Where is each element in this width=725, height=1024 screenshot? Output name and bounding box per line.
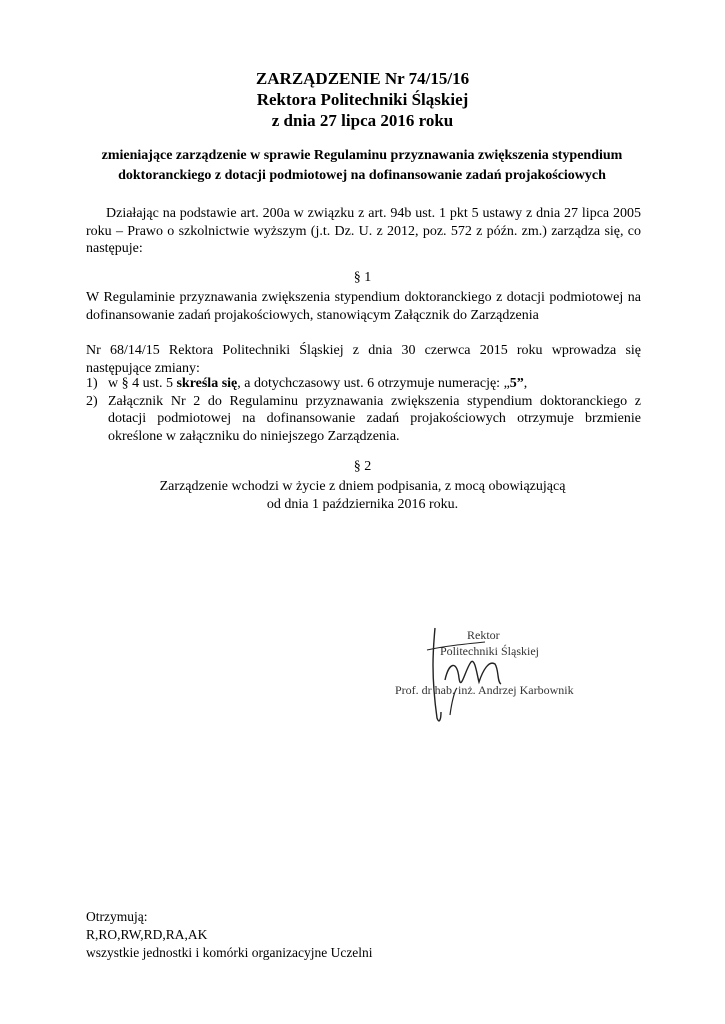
item-1-pre: w § 4 ust. 5	[108, 376, 177, 391]
subject-line-2: doktoranckiego z dotacji podmiotowej na dofinansowanie zadań projakościowych	[118, 168, 606, 183]
subject-line-1: zmieniające zarządzenie w sprawie Regulaminu przyznawania zwiększenia stypendium	[101, 148, 623, 163]
list-item-text	[108, 375, 641, 393]
list-item	[86, 375, 641, 393]
list-item-text: Załącznik Nr 2 do Regulaminu przyznawania zwiększenia stypendium doktoranckiego z dotacji podmiotowej na dofinansowanie zadań projakościowych otrzymuje brzmienie określone w załączniku do niniejszego Zarządzenia.	[108, 393, 641, 444]
section-2-line-1: Zarządzenie wchodzi w życie z dniem podpisania, z mocą obowiązującą	[159, 479, 566, 494]
section-1-body: W Regulaminie przyznawania zwiększenia stypendium doktoranckiego z dotacji podmiotowej na dofinansowanie zadań projakościowych, stanowiącym Załącznik do Zarządzenia	[86, 290, 641, 323]
section-1-mark: § 1	[353, 270, 372, 285]
item-1-bold: skreśla się	[176, 376, 238, 391]
item-1-bold-number: 5”	[509, 376, 524, 391]
title-line-3: z dnia 27 lipca 2016 roku	[271, 111, 454, 130]
title-line-1: ZARZĄDZENIE Nr 74/15/16	[255, 69, 470, 88]
amendments-list	[86, 375, 641, 445]
recipients-units: wszystkie jednostki i komórki organizacyjne Uczelni	[86, 945, 373, 960]
document-subject	[82, 146, 642, 186]
handwritten-signature	[405, 620, 585, 730]
item-1-post: , a dotychczasowy ust. 6 otrzymuje numerację: „	[237, 376, 510, 391]
section-1-body-continued: Nr 68/14/15 Rektora Politechniki Śląskiej z dnia 30 czerwca 2015 roku wprowadza się następujące zmiany:	[86, 343, 641, 376]
list-item-number: 2)	[86, 393, 98, 409]
recipients-label: Otrzymują:	[86, 909, 148, 924]
section-2-line-2: od dnia 1 października 2016 roku.	[266, 497, 459, 512]
document-title	[0, 68, 725, 131]
title-line-2: Rektora Politechniki Śląskiej	[256, 90, 469, 109]
list-item-number: 1)	[86, 376, 98, 391]
stamp-line-3: Prof. dr hab. inż. Andrzej Karbownik	[395, 683, 574, 697]
item-1-end: ,	[523, 376, 528, 391]
recipients-list: R,RO,RW,RD,RA,AK	[86, 927, 208, 942]
list-item	[86, 393, 641, 446]
recipients-block	[86, 908, 373, 962]
stamp-line-2: Politechniki Śląskiej	[440, 644, 539, 658]
section-2-body	[0, 478, 725, 514]
intro-paragraph: Działając na podstawie art. 200a w związku z art. 94b ust. 1 pkt 5 ustawy z dnia 27 lipca 2005 roku – Prawo o szkolnictwie wyższym (j.t. Dz. U. z 2012, poz. 572 z późn. zm.) zarządza się, co następuje:	[86, 206, 641, 256]
section-2-mark: § 2	[353, 459, 372, 474]
stamp-line-1: Rektor	[467, 628, 500, 642]
